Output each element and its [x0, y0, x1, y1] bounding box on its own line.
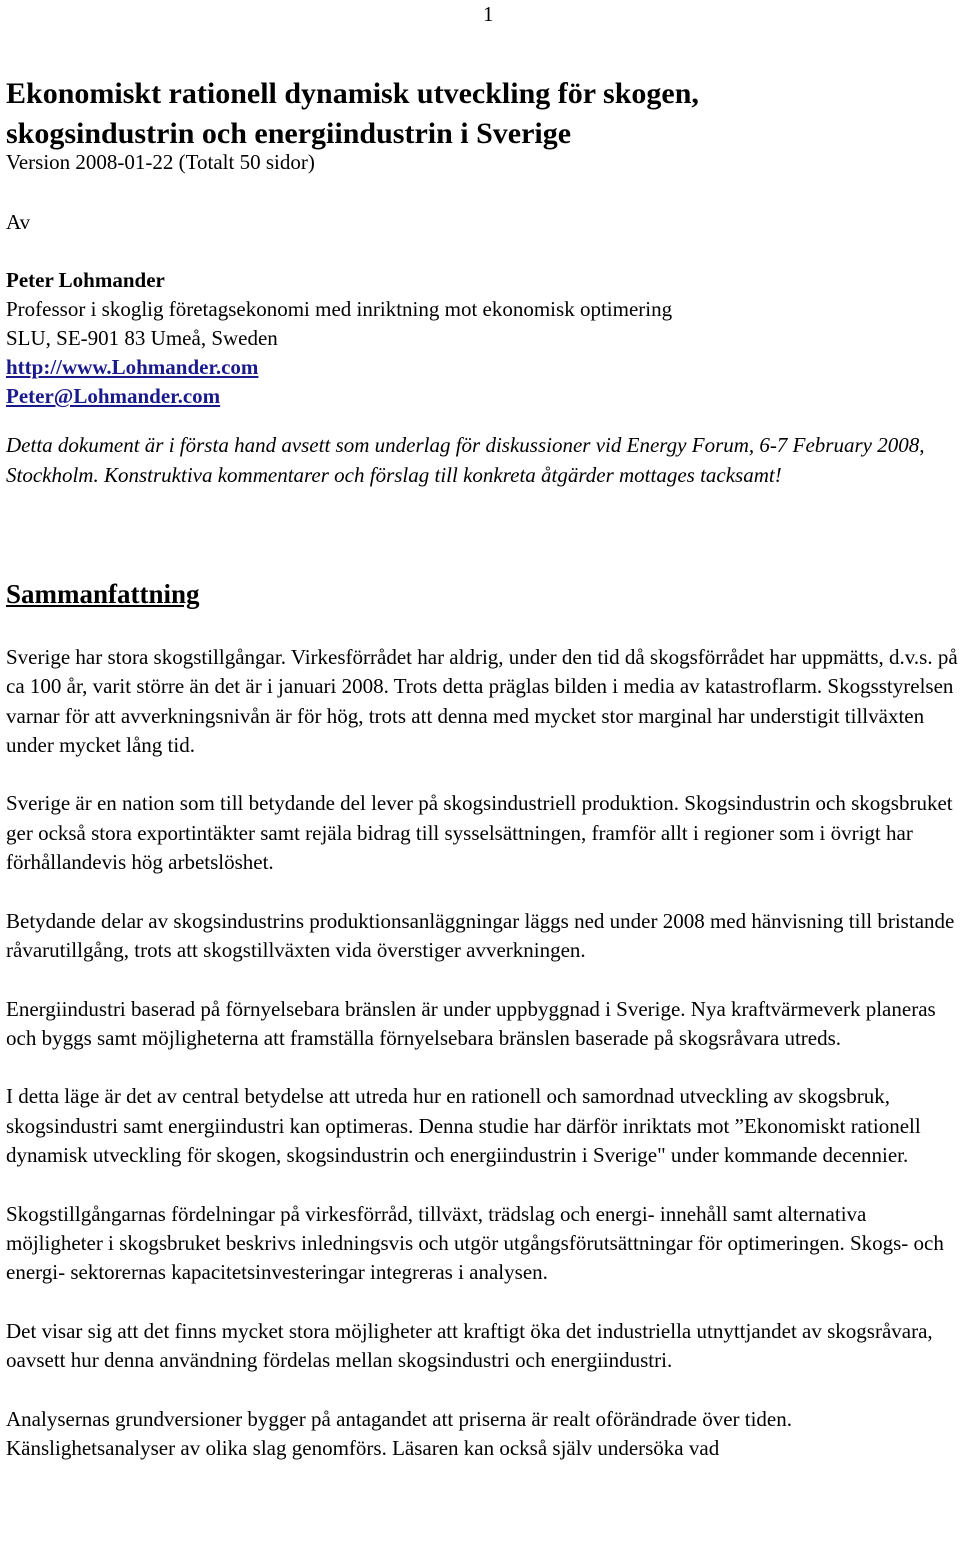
author-position: Professor i skoglig företagsekonomi med inriktning mot ekonomisk optimering	[6, 297, 673, 321]
document-title	[6, 74, 699, 154]
author-address: SLU, SE-901 83 Umeå, Sweden	[6, 326, 278, 350]
summary-body	[6, 643, 960, 1493]
by-label: Av	[6, 210, 31, 234]
page-number: 1	[483, 2, 494, 26]
paragraph: I detta läge är det av central betydelse att utreda hur en rationell och samordnad utveckling av skogsbruk, skogsindustri samt energiindustri kan optimeras. Denna studie har därför inriktats mot ”Ekonomiskt rationell dynamisk utveckling för skogen, skogsindustrin och energiindustrin i Sverige" under kommande decennier.	[6, 1084, 921, 1168]
title-line-2: skogsindustrin och energiindustrin i Sverige	[6, 117, 572, 150]
paragraph: Energiindustri baserad på förnyelsebara bränslen är under uppbyggnad i Sverige. Nya kraftvärmeverk planeras och byggs samt möjligheterna att framställa förnyelsebara bränslen baserade på skogsråvara utreds.	[6, 996, 936, 1050]
section-heading-sammanfattning: Sammanfattning	[6, 579, 200, 609]
paragraph: Betydande delar av skogsindustrins produktionsanläggningar läggs ned under 2008 med hänvisning till bristande råvarutillgång, trots att skogstillväxten vida överstiger avverkningen.	[6, 908, 955, 962]
email-link[interactable]: Peter@Lohmander.com	[6, 384, 221, 408]
paragraph: Skogstillgångarnas fördelningar på virkesförråd, tillväxt, trädslag och energi- innehåll samt alternativa möjligheter i skogsbruket beskrivs inledningsvis och utgör utgångsförutsättningar för optimeringen. Skogs- och energi- sektorernas kapacitetsinvesteringar integreras i analysen.	[6, 1201, 944, 1285]
version-line: Version 2008-01-22 (Totalt 50 sidor)	[6, 150, 315, 174]
title-line-1: Ekonomiskt rationell dynamisk utveckling för skogen,	[6, 77, 699, 110]
paragraph: Det visar sig att det finns mycket stora möjligheter att kraftigt öka det industriella utnyttjandet av skogsråvara, oavsett hur denna användning fördelas mellan skogsindustri och energiindustri.	[6, 1318, 933, 1373]
paragraph: Sverige är en nation som till betydande del lever på skogsindustriell produktion. Skogsindustrin och skogsbruket ger också stora exportintäkter samt rejäla bidrag till sysselsättningen, framför allt i regioner som i övrigt har förhållandevis hög arbetslöshet.	[6, 791, 953, 875]
author-name: Peter Lohmander	[6, 268, 165, 292]
website-link[interactable]: http://www.Lohmander.com	[6, 355, 259, 379]
author-block	[6, 266, 672, 411]
intro-note: Detta dokument är i första hand avsett som underlag för diskussioner vid Energy Forum, 6-7 February 2008, Stockholm. Konstruktiva kommentarer och förslag till konkreta åtgärder mottages tacksamt!	[6, 433, 925, 487]
paragraph: Analysernas grundversioner bygger på antagandet att priserna är realt oförändrade över tiden. Känslighetsanalyser av olika slag genomförs. Läsaren kan också själv undersöka vad	[6, 1406, 793, 1461]
paragraph: Sverige har stora skogstillgångar. Virkesförrådet har aldrig, under den tid då skogsförrådet har uppmätts, d.v.s. på ca 100 år, varit större än det är i januari 2008. Trots detta präglas bilden i media av katastroflarm. Skogsstyrelsen varnar för att avverkningsnivån är för hög, trots att denna med mycket stor marginal har understigit tillväxten under mycket lång tid.	[6, 645, 958, 757]
